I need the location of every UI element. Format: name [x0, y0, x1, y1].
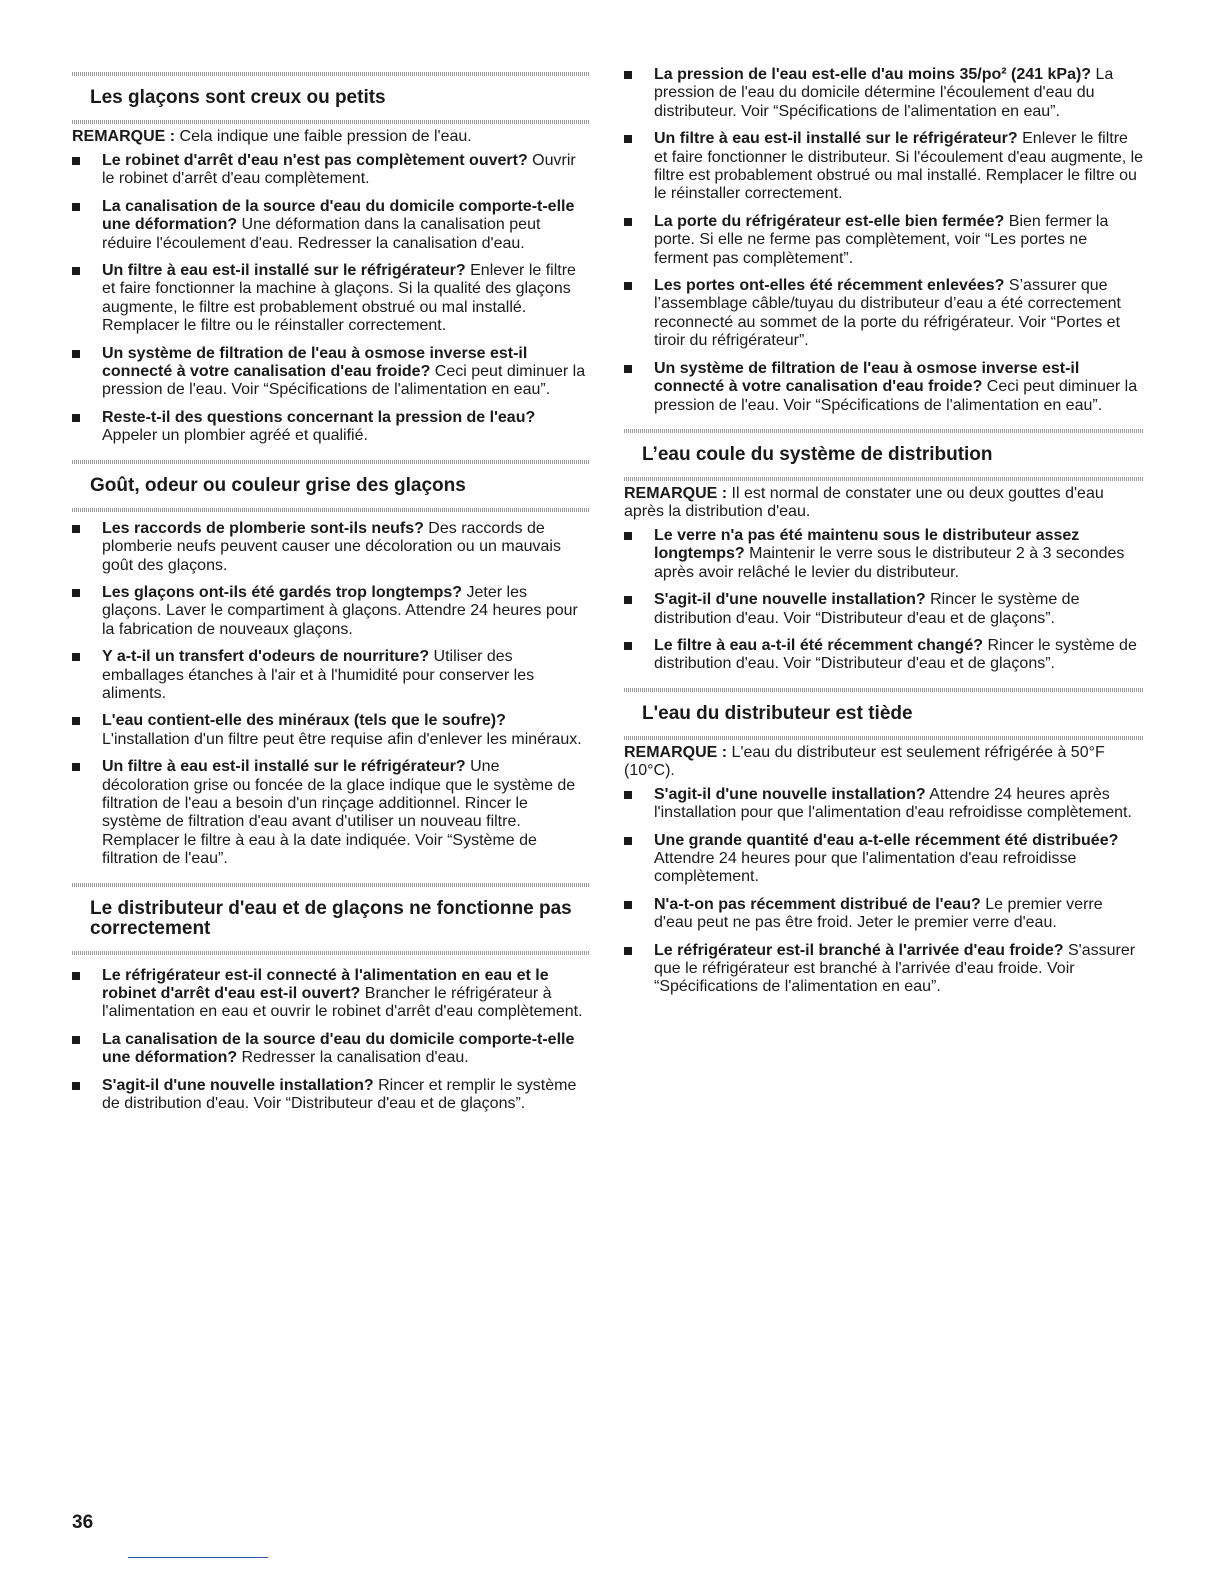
section-rule-bottom	[72, 120, 590, 124]
question-list	[72, 520, 590, 869]
answer: Des raccords de plomberie neufs peuvent causer une décoloration ou un mauvais goût des glaçons.	[102, 519, 561, 574]
list-item	[72, 409, 590, 446]
bullet-icon	[72, 203, 80, 211]
question-list	[624, 66, 1144, 415]
answer: La pression de l'eau du domicile détermine l'écoulement d'eau du distributeur. Voir “Spécifications de l'alimentation en eau”.	[654, 66, 1114, 120]
list-item	[72, 345, 590, 400]
question: Le filtre à eau a-t-il été récemment changé?	[654, 636, 983, 654]
section-title: Le distributeur d'eau et de glaçons ne fonctionne pas correctement	[90, 897, 572, 939]
question-list	[72, 967, 590, 1114]
answer: Utiliser des emballages étanches à l'air et à l'humidité pour conserver les aliments.	[102, 648, 535, 702]
question: Reste-t-il des questions concernant la pression de l'eau?	[102, 408, 536, 426]
answer: Redresser la canalisation d'eau.	[237, 1049, 469, 1067]
answer: Ouvrir le robinet d'arrêt d'eau complètement.	[102, 152, 576, 188]
bullet-icon	[72, 763, 80, 771]
answer: L'installation d'un filtre peut être requise afin d'enlever les minéraux.	[102, 730, 582, 748]
list-item	[624, 637, 1144, 674]
list-item	[624, 832, 1144, 887]
question: Un filtre à eau est-il installé sur le réfrigérateur?	[654, 130, 1018, 148]
section-note	[624, 485, 1144, 521]
question: La pression de l'eau est-elle d'au moins 35/po² (241 kPa)?	[654, 66, 1092, 83]
list-item	[72, 198, 590, 253]
list-item	[72, 152, 590, 189]
question: Les glaçons ont-ils été gardés trop longtemps?	[102, 583, 463, 601]
section-rule-bottom	[624, 736, 1144, 740]
section-header	[72, 464, 590, 508]
list-item	[72, 1077, 590, 1114]
note-text: Cela indique une faible pression de l'eau.	[175, 128, 472, 145]
bullet-icon	[72, 350, 80, 358]
list-item	[624, 66, 1144, 121]
section-title: Goût, odeur ou couleur grise des glaçons	[90, 474, 466, 496]
question: Y a-t-il un transfert d'odeurs de nourriture?	[102, 648, 430, 666]
page-number: 36	[72, 1512, 94, 1533]
question: Le verre n'a pas été maintenu sous le distributeur assez longtemps?	[654, 526, 1080, 563]
section-rule-bottom	[72, 951, 590, 955]
bullet-icon	[624, 365, 632, 373]
section-title: L’eau coule du système de distribution	[642, 443, 993, 465]
answer: Le premier verre d'eau peut ne pas être froid. Jeter le premier verre d'eau.	[654, 895, 1103, 932]
list-item	[72, 712, 590, 749]
answer: Rincer le système de distribution d'eau. Voir “Distributeur d'eau et de glaçons”.	[654, 591, 1080, 627]
question: Un système de filtration de l'eau à osmose inverse est-il connecté à votre canalisation d'eau froide?	[654, 359, 1080, 396]
bullet-icon	[624, 642, 632, 650]
section-header	[624, 433, 1144, 477]
answer: Une décoloration grise ou foncée de la glace indique que le système de filtration de l'eau a besoin d'un rinçage additionnel. Rincer le système de filtration d'eau avant d'utiliser un nouveau filtre. Remplacer le filtre à eau à la date indiquée. Voir “Système de filtration de l'eau”.	[102, 758, 576, 868]
answer: Ceci peut diminuer la pression de l'eau. Voir “Spécifications de l'alimentation en eau”.	[102, 363, 586, 399]
bullet-icon	[72, 267, 80, 275]
answer: Bien fermer la porte. Si elle ne ferme pas complètement, voir “Les portes ne ferment pas complètement”.	[654, 212, 1109, 267]
section-header	[72, 76, 590, 120]
bullet-icon	[624, 837, 632, 845]
list-item	[72, 967, 590, 1022]
answer: Enlever le filtre et faire fonctionner le distributeur. Si l'écoulement d'eau augmente, le filtre est probablement obstrué ou mal installé. Remplacer le filtre ou le réinstaller correctement.	[654, 130, 1144, 203]
question: Le réfrigérateur est-il branché à l'arrivée d'eau froide?	[654, 941, 1064, 959]
section-title: L'eau du distributeur est tiède	[642, 702, 913, 724]
list-item	[624, 277, 1144, 351]
bullet-icon	[72, 525, 80, 533]
question: La porte du réfrigérateur est-elle bien fermée?	[654, 212, 1005, 230]
section-rule-bottom	[624, 477, 1144, 481]
answer: Ceci peut diminuer la pression de l'eau. Voir “Spécifications de l'alimentation en eau”.	[654, 378, 1138, 414]
section-continued	[624, 66, 1144, 415]
question: S'agit-il d'une nouvelle installation?	[654, 591, 926, 609]
bullet-icon	[624, 135, 632, 143]
bullet-icon	[72, 972, 80, 980]
question: Un système de filtration de l'eau à osmose inverse est-il connecté à votre canalisation d'eau froide?	[102, 344, 528, 381]
answer: Rincer et remplir le système de distribution d'eau. Voir “Distributeur d'eau et de glaçons”.	[102, 1076, 577, 1113]
right-column	[624, 66, 1144, 1011]
section-note	[72, 128, 590, 146]
question: Le robinet d'arrêt d'eau n'est pas complètement ouvert?	[102, 152, 528, 169]
answer: Appeler un plombier agréé et qualifié.	[102, 427, 368, 445]
note-text: Il est normal de constater une ou deux gouttes d'eau après la distribution d'eau.	[624, 484, 1104, 520]
section-rule-bottom	[72, 508, 590, 512]
bullet-icon	[624, 947, 632, 955]
bullet-icon	[72, 653, 80, 661]
list-item	[624, 527, 1144, 582]
answer: Maintenir le verre sous le distributeur 2 à 3 secondes après avoir relâché le levier du distributeur.	[654, 545, 1125, 581]
bullet-icon	[72, 414, 80, 422]
list-item	[72, 262, 590, 336]
question: Une grande quantité d'eau a-t-elle récemment été distribuée?	[654, 831, 1119, 849]
bullet-icon	[624, 71, 632, 79]
note-label: REMARQUE :	[72, 128, 176, 145]
bullet-icon	[72, 157, 80, 165]
question: S'agit-il d'une nouvelle installation?	[102, 1076, 374, 1094]
bullet-icon	[624, 596, 632, 604]
left-column	[72, 72, 590, 1127]
section-dispenser-not-working	[72, 883, 590, 1114]
list-item	[72, 648, 590, 703]
answer: S’assurer que l’assemblage câble/tuyau du distributeur d’eau a été correctement reconnecté au sommet de la porte du réfrigérateur. Voir “Portes et tiroir du réfrigérateur”.	[654, 277, 1121, 350]
question: N'a-t-on pas récemment distribué de l'eau?	[654, 895, 981, 913]
question: Un filtre à eau est-il installé sur le réfrigérateur?	[102, 262, 466, 280]
answer: Enlever le filtre et faire fonctionner la machine à glaçons. Si la qualité des glaçons augmente, le filtre est probablement obstrué ou mal installé. Remplacer le filtre ou le réinstaller correctement.	[102, 262, 576, 335]
list-item	[72, 758, 590, 868]
answer: Brancher le réfrigérateur à l'alimentation en eau et ouvrir le robinet d'arrêt d'eau complètement.	[102, 985, 583, 1021]
question: Un filtre à eau est-il installé sur le réfrigérateur?	[102, 758, 466, 776]
bullet-icon	[624, 791, 632, 799]
answer: Attendre 24 heures pour que l'alimentation d'eau refroidisse complètement.	[654, 849, 1077, 886]
section-water-warm	[624, 688, 1144, 997]
question: La canalisation de la source d'eau du domicile comporte-t-elle une déformation?	[102, 197, 575, 234]
bullet-icon	[624, 282, 632, 290]
section-note	[624, 744, 1144, 780]
list-item	[72, 520, 590, 575]
note-label: REMARQUE :	[624, 743, 728, 761]
bullet-icon	[72, 717, 80, 725]
question-list	[72, 152, 590, 446]
question: L'eau contient-elle des minéraux (tels que le soufre)?	[102, 712, 506, 730]
list-item	[72, 1031, 590, 1068]
question: Le réfrigérateur est-il connecté à l'alimentation en eau et le robinet d'arrêt d'eau est-il ouvert?	[102, 966, 549, 1002]
list-item	[624, 591, 1144, 628]
bullet-icon	[624, 901, 632, 909]
answer: S'assurer que le réfrigérateur est branché à l'arrivée d'eau froide. Voir “Spécifications de l'alimentation en eau”.	[654, 941, 1136, 996]
question: Les raccords de plomberie sont-ils neufs?	[102, 519, 424, 537]
section-water-dripping	[624, 429, 1144, 674]
answer: Une déformation dans la canalisation peut réduire l'écoulement d'eau. Redresser la canalisation d'eau.	[102, 216, 541, 252]
list-item	[624, 942, 1144, 997]
section-header	[72, 887, 590, 951]
answer: Jeter les glaçons. Laver le compartiment à glaçons. Attendre 24 heures pour la fabrication de nouveaux glaçons.	[102, 583, 578, 638]
question-list	[624, 527, 1144, 674]
list-item	[72, 584, 590, 639]
section-header	[624, 692, 1144, 736]
list-item	[624, 130, 1144, 204]
note-label: REMARQUE :	[624, 484, 728, 502]
question-list	[624, 786, 1144, 997]
list-item	[624, 896, 1144, 933]
bullet-icon	[624, 218, 632, 226]
list-item	[624, 213, 1144, 268]
question: Les portes ont-elles été récemment enlevées?	[654, 277, 1005, 295]
question: La canalisation de la source d'eau du domicile comporte-t-elle une déformation?	[102, 1030, 575, 1067]
answer: Attendre 24 heures après l'installation pour que l'alimentation d'eau refroidisse complètement.	[654, 785, 1132, 822]
bullet-icon	[72, 589, 80, 597]
section-taste-odor	[72, 460, 590, 869]
answer: Rincer le système de distribution d'eau. Voir “Distributeur d'eau et de glaçons”.	[654, 636, 1137, 673]
section-hollow-small-cubes	[72, 72, 590, 446]
bullet-icon	[624, 532, 632, 540]
footer-rule	[128, 1557, 268, 1558]
list-item	[624, 786, 1144, 823]
note-text: L'eau du distributeur est seulement réfrigérée à 50°F (10°C).	[624, 743, 1105, 779]
section-title: Les glaçons sont creux ou petits	[90, 87, 386, 108]
bullet-icon	[72, 1036, 80, 1044]
list-item	[624, 360, 1144, 415]
bullet-icon	[72, 1082, 80, 1090]
question: S'agit-il d'une nouvelle installation?	[654, 785, 926, 803]
